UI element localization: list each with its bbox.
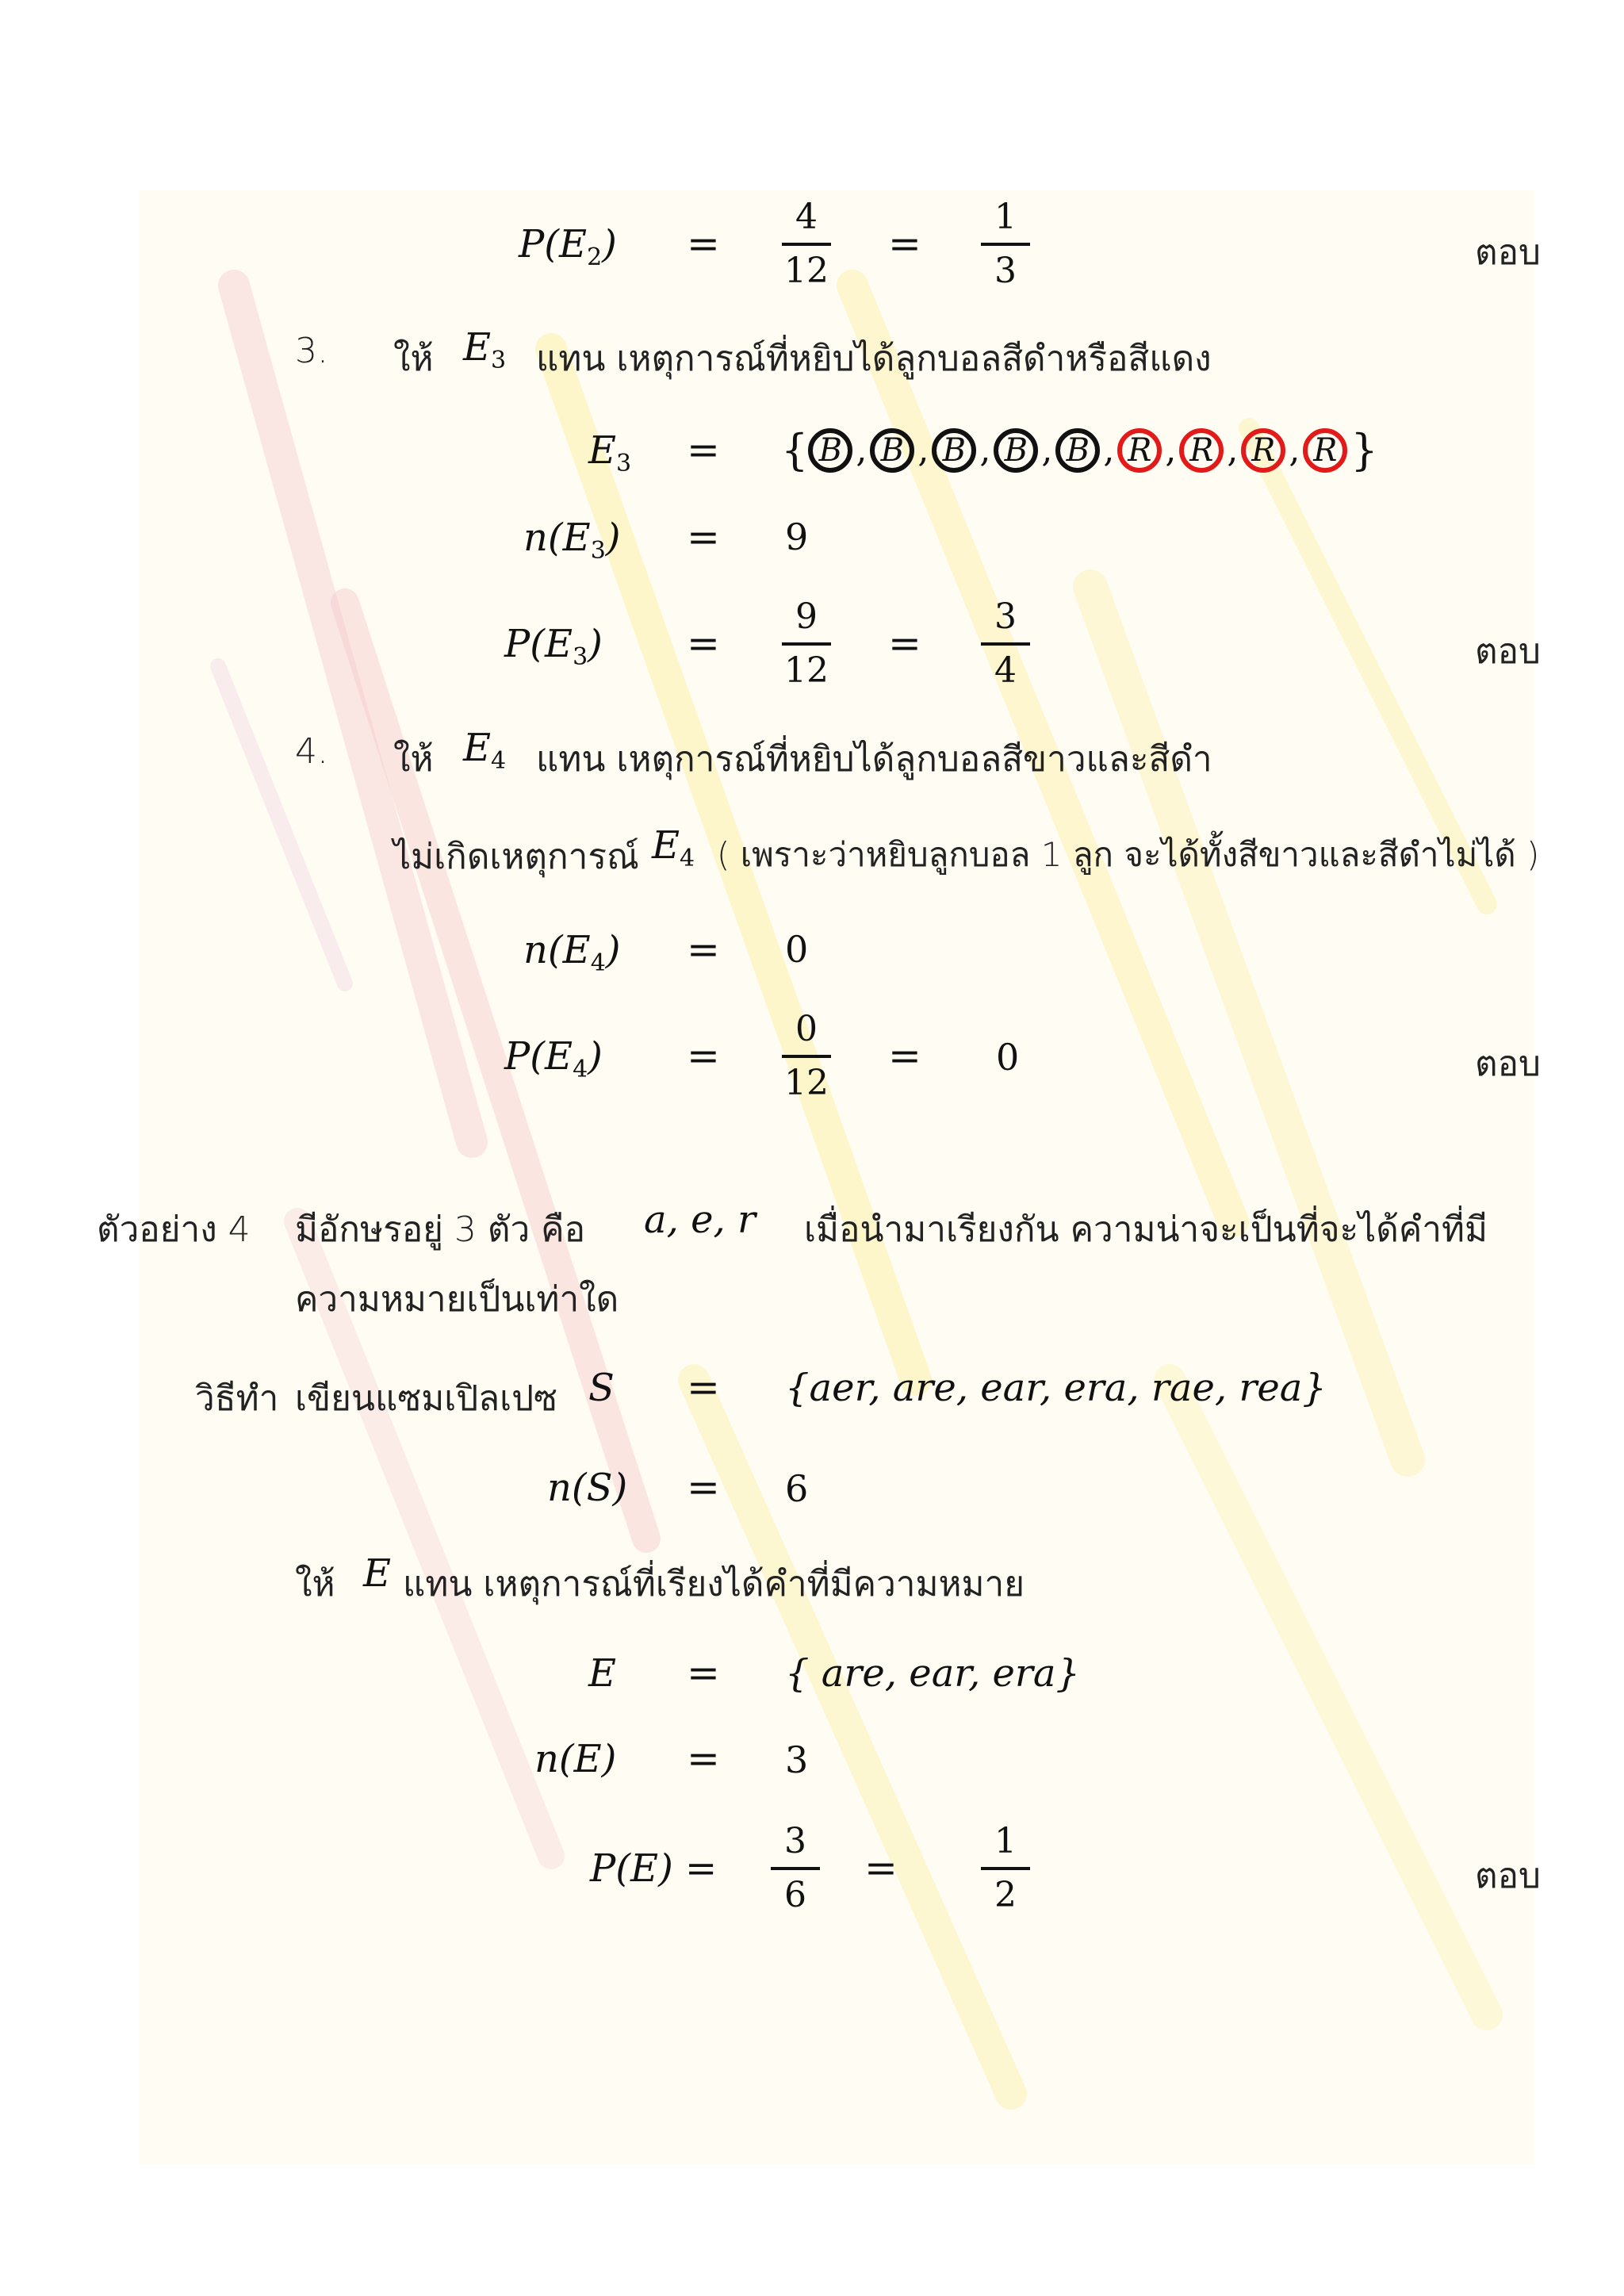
watermark-graphic [139,190,1534,2165]
equals-sign: = [888,620,921,666]
p-e4-value: 0 [996,1036,1020,1079]
ball-black: B [932,428,976,473]
ball-red: R [1117,428,1162,473]
item-number-4: 4. [295,731,328,772]
answer-label: ตอบ [1475,1044,1541,1084]
give-word: ให้ [295,1564,335,1604]
ball-black: B [994,428,1038,473]
equals-sign: = [687,427,720,473]
n-e-lhs: n(E) [534,1737,617,1781]
item4-description: แทน เหตุการณ์ที่หยิบได้ลูกบอลสีขาวและสีดำ [536,739,1212,780]
n-s-value: 6 [785,1467,809,1510]
ball-red: R [1303,428,1347,473]
p-e3-lhs: $P(E_3)$ [504,622,603,671]
equals-sign: = [687,1650,720,1696]
fraction-0-12: 0 12 [779,1007,834,1106]
p-e4-lhs: $P(E_4)$ [504,1034,603,1083]
fraction-3-6: 3 6 [768,1819,823,1918]
ball-black: B [808,428,852,473]
equals-sign: = [864,1845,898,1891]
p-e-lhs: P(E) = [590,1846,718,1891]
answer-label: ตอบ [1475,232,1541,273]
fraction-4-12: 4 12 [779,195,834,293]
watermark-background [139,190,1534,2165]
n-e3-value: 9 [785,516,809,558]
method-text: เขียนแซมเปิลเปซ [295,1378,557,1419]
answer-label: ตอบ [1475,1856,1541,1896]
e4-symbol: $E_4$ [463,726,507,775]
item-number-3: 3. [295,331,328,371]
equals-sign: = [687,1735,720,1781]
n-e4-lhs: $n(E_4)$ [523,928,621,977]
no-event-prefix: ไม่เกิดเหตุการณ์ [393,837,639,877]
fraction-3-4: 3 4 [978,595,1033,693]
fraction-1-3: 1 3 [978,195,1033,293]
give-word: ให้ [393,339,434,379]
example-text-line2: ความหมายเป็นเท่าใด [295,1279,619,1320]
equals-sign: = [687,514,720,560]
ball-red: R [1179,428,1224,473]
p-e2-lhs: $P(E_2)$ [519,222,617,271]
fraction-9-12: 9 12 [779,595,834,693]
e3-set-lhs: $E_3$ [588,428,632,477]
equals-sign: = [687,1033,720,1079]
example-label: ตัวอย่าง 4 [97,1209,251,1250]
n-e-value: 3 [785,1738,809,1781]
ball-black: B [1055,428,1100,473]
answer-label: ตอบ [1475,631,1541,672]
event-set: { are, ear, era} [785,1651,1080,1696]
event-description: แทน เหตุการณ์ที่เรียงได้คำที่มีความหมาย [403,1564,1025,1604]
equals-sign: = [888,1033,921,1079]
equals-sign: = [687,1364,720,1410]
ball-red: R [1241,428,1285,473]
example-text-b: เมื่อนำมาเรียงกัน ความน่าจะเป็นที่จะได้คำที่มี [804,1209,1488,1250]
ball-black: B [870,428,914,473]
n-e4-value: 0 [785,928,809,971]
sample-space-symbol: S [588,1366,615,1410]
e3-ball-set: { B , B , B , B , B , R , R , R , R } [781,425,1378,475]
equals-sign: = [687,926,720,972]
e4-symbol: $E_4$ [652,823,695,872]
event-symbol: E [363,1551,392,1596]
item3-description: แทน เหตุการณ์ที่หยิบได้ลูกบอลสีดำหรือสีแดง [536,339,1212,379]
equals-sign: = [687,620,720,666]
sample-space-set: {aer, are, ear, era, rae, rea} [785,1366,1327,1410]
equals-sign: = [687,220,720,266]
e3-symbol: $E_3$ [463,325,507,374]
fraction-1-2: 1 2 [978,1819,1033,1918]
equals-sign: = [888,220,921,266]
example-letters: a, e, r [644,1198,756,1242]
example-text-a: มีอักษรอยู่ 3 ตัว คือ [295,1209,586,1250]
no-event-reason: ( เพราะว่าหยิบลูกบอล 1 ลูก จะได้ทั้งสีขาวและสีดำไม่ได้ ) [717,835,1540,874]
give-word: ให้ [393,739,434,780]
equals-sign: = [687,1464,720,1510]
event-set-lhs: E [588,1651,617,1696]
n-e3-lhs: $n(E_3)$ [523,516,621,565]
n-s-lhs: n(S) [547,1466,628,1510]
method-label: วิธีทำ [195,1378,279,1419]
